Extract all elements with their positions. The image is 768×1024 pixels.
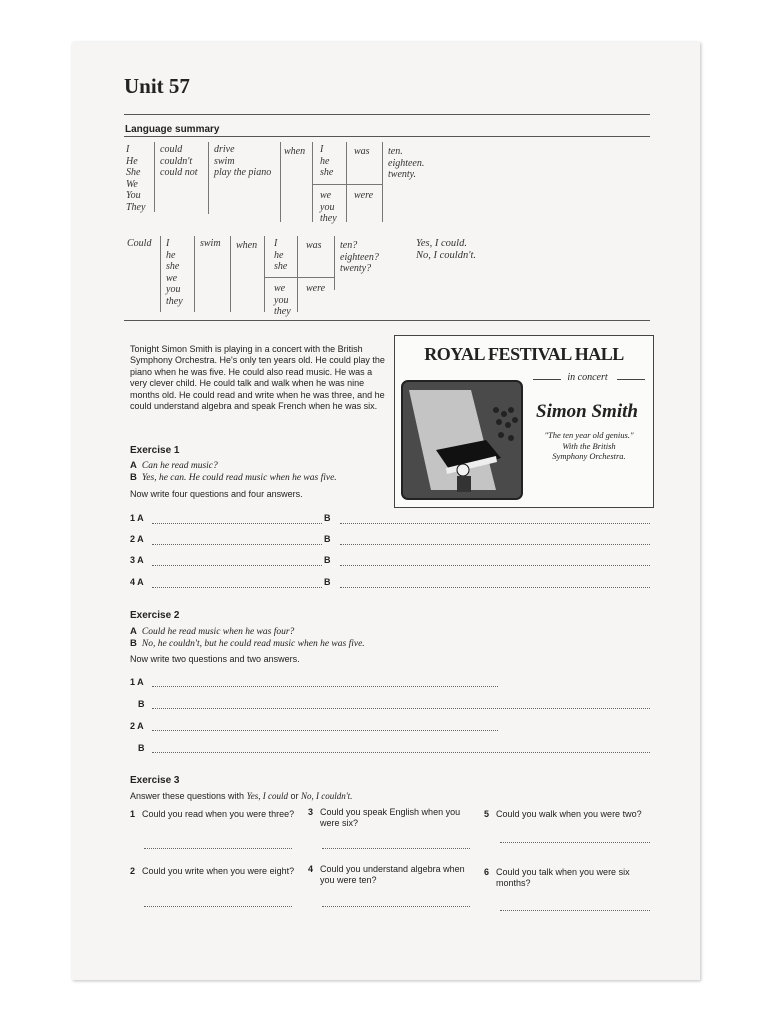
t1-divider bbox=[382, 142, 383, 222]
t2-were: were bbox=[306, 283, 326, 294]
advert-quote: "The ten year old genius." With the British Symphony Orchestra. bbox=[544, 430, 634, 461]
t2-subjects-singular: I he she bbox=[274, 238, 288, 272]
ex1-row1-question-field[interactable] bbox=[152, 523, 322, 524]
ex1-row3-question-field[interactable] bbox=[152, 565, 322, 566]
q4-text: Could you understand algebra when you were ten? bbox=[320, 864, 465, 885]
exercise-3-title: Exercise 3 bbox=[130, 775, 180, 786]
q6-text: Could you talk when you were six months? bbox=[496, 867, 630, 888]
t2-divider bbox=[297, 236, 298, 312]
speaker-a-label: A bbox=[130, 626, 137, 637]
ex1-row3-b-label: B bbox=[324, 555, 331, 565]
t2-subjects-plural: we you they bbox=[274, 283, 291, 317]
exercise-2-instruction: Now write two questions and two answers. bbox=[130, 654, 300, 664]
story-paragraph: Tonight Simon Smith is playing in a concert with the British Symphony Orchestra. He's only ten years old. He could play the piano when he was five. He could also read music. He was a very clever child. He could talk and walk when he was nine months old. He could read and write when he was three, and he could understand algebra and speak French when he was six. bbox=[130, 344, 385, 412]
section-rule bbox=[124, 320, 650, 321]
instruction-yes: Yes, I could bbox=[246, 791, 288, 801]
t2-short-answers: Yes, I could. No, I couldn't. bbox=[416, 238, 476, 261]
t1-divider bbox=[280, 142, 281, 222]
exercise-1-title: Exercise 1 bbox=[130, 445, 180, 456]
ex1-row4-answer-field[interactable] bbox=[340, 587, 650, 588]
example-question: Can he read music? bbox=[141, 461, 218, 471]
ex1-row4-a-label: 4 A bbox=[130, 577, 144, 587]
t2-divider bbox=[230, 236, 231, 312]
instruction-no: No, I couldn't. bbox=[301, 791, 353, 801]
q1-answer-field[interactable] bbox=[144, 848, 292, 849]
t1-subjects-singular: I he she bbox=[320, 144, 334, 178]
unit-title: Unit 57 bbox=[124, 74, 190, 98]
speaker-b-label: B bbox=[130, 472, 137, 483]
t2-ages: ten? eighteen? twenty? bbox=[340, 240, 379, 274]
workbook-page bbox=[72, 42, 700, 980]
t2-subjects: I he she we you they bbox=[166, 238, 183, 307]
exercise-1-example-b bbox=[130, 472, 337, 483]
t2-divider bbox=[194, 236, 195, 312]
instruction-or: or bbox=[287, 791, 301, 801]
t2-divider bbox=[264, 277, 334, 278]
t1-subjects-plural: we you they bbox=[320, 190, 337, 224]
advert-rule-right bbox=[617, 379, 645, 380]
t2-when: when bbox=[236, 240, 258, 251]
t2-verb: swim bbox=[200, 238, 221, 249]
t2-was: was bbox=[306, 240, 322, 251]
exercise-1-example-a bbox=[130, 460, 218, 471]
t2-divider bbox=[160, 236, 161, 312]
q5-text: Could you walk when you were two? bbox=[496, 809, 642, 819]
t1-subjects: I He She We You They bbox=[126, 144, 146, 213]
ex1-row4-b-label: B bbox=[324, 577, 331, 587]
ex1-row2-answer-field[interactable] bbox=[340, 544, 650, 545]
advert-title: ROYAL FESTIVAL HALL bbox=[424, 344, 624, 364]
t1-were: were bbox=[354, 190, 374, 201]
t2-could: Could bbox=[127, 238, 152, 249]
ex2-row3-label: 2 A bbox=[130, 721, 144, 731]
ex1-row2-a-label: 2 A bbox=[130, 534, 144, 544]
ex2-row4-field[interactable] bbox=[152, 752, 650, 753]
ex1-row1-a-label: 1 A bbox=[130, 513, 144, 523]
ex2-row4-label: B bbox=[138, 743, 145, 753]
advert-in-concert: in concert bbox=[567, 372, 608, 383]
q5-answer-field[interactable] bbox=[500, 842, 650, 843]
q4-number: 4 bbox=[308, 864, 314, 874]
t1-when: when bbox=[284, 146, 306, 157]
t1-verbs: drive swim play the piano bbox=[214, 144, 272, 178]
ex2-row2-field[interactable] bbox=[152, 708, 650, 709]
q3-text: Could you speak English when you were six? bbox=[320, 807, 461, 828]
q1-number: 1 bbox=[130, 809, 136, 819]
ex1-row2-b-label: B bbox=[324, 534, 331, 544]
q6-answer-field[interactable] bbox=[500, 910, 650, 911]
t2-divider bbox=[264, 236, 265, 312]
t1-divider bbox=[346, 142, 347, 222]
pianist-illustration bbox=[401, 380, 523, 500]
ex1-row2-question-field[interactable] bbox=[152, 544, 322, 545]
q2-number: 2 bbox=[130, 866, 136, 876]
exercise-1-instruction: Now write four questions and four answers. bbox=[130, 489, 303, 499]
example-answer: No, he couldn't, but he could read music when he was five. bbox=[141, 639, 365, 649]
ex1-row3-answer-field[interactable] bbox=[340, 565, 650, 566]
ex1-row4-question-field[interactable] bbox=[152, 587, 322, 588]
ex1-row1-answer-field[interactable] bbox=[340, 523, 650, 524]
t1-divider bbox=[312, 184, 382, 185]
exercise-2-example-b bbox=[130, 638, 365, 649]
title-rule bbox=[124, 114, 650, 115]
t1-modals: could couldn't could not bbox=[160, 144, 198, 178]
summary-rule bbox=[124, 136, 650, 137]
q4-answer-field[interactable] bbox=[322, 906, 470, 907]
ex2-row1-label: 1 A bbox=[130, 677, 144, 687]
exercise-3-instruction bbox=[130, 791, 352, 801]
ex2-row2-label: B bbox=[138, 699, 145, 709]
t1-divider bbox=[154, 142, 155, 212]
t1-divider bbox=[312, 142, 313, 222]
t1-divider bbox=[208, 142, 209, 214]
q5-number: 5 bbox=[484, 809, 490, 819]
example-question: Could he read music when he was four? bbox=[141, 627, 295, 637]
q3-answer-field[interactable] bbox=[322, 848, 470, 849]
exercise-2-example-a bbox=[130, 626, 294, 637]
q6-number: 6 bbox=[484, 867, 490, 877]
q1-text: Could you read when you were three? bbox=[142, 809, 295, 819]
ex2-row1-field[interactable] bbox=[152, 686, 498, 687]
t1-ages: ten. eighteen. twenty. bbox=[388, 146, 425, 180]
speaker-a-label: A bbox=[130, 460, 137, 471]
speaker-b-label: B bbox=[130, 638, 137, 649]
q3-number: 3 bbox=[308, 807, 314, 817]
instruction-text: Answer these questions with bbox=[130, 791, 247, 801]
q2-answer-field[interactable] bbox=[144, 906, 292, 907]
language-summary-heading: Language summary bbox=[125, 124, 220, 135]
ex1-row3-a-label: 3 A bbox=[130, 555, 144, 565]
ex2-row3-field[interactable] bbox=[152, 730, 498, 731]
t2-divider bbox=[334, 236, 335, 290]
advert-performer-name: Simon Smith bbox=[536, 401, 638, 422]
example-answer: Yes, he can. He could read music when he was five. bbox=[141, 473, 337, 483]
concert-advert bbox=[394, 335, 654, 508]
exercise-2-title: Exercise 2 bbox=[130, 610, 180, 621]
t1-was: was bbox=[354, 146, 370, 157]
ex1-row1-b-label: B bbox=[324, 513, 331, 523]
q2-text: Could you write when you were eight? bbox=[142, 866, 295, 876]
